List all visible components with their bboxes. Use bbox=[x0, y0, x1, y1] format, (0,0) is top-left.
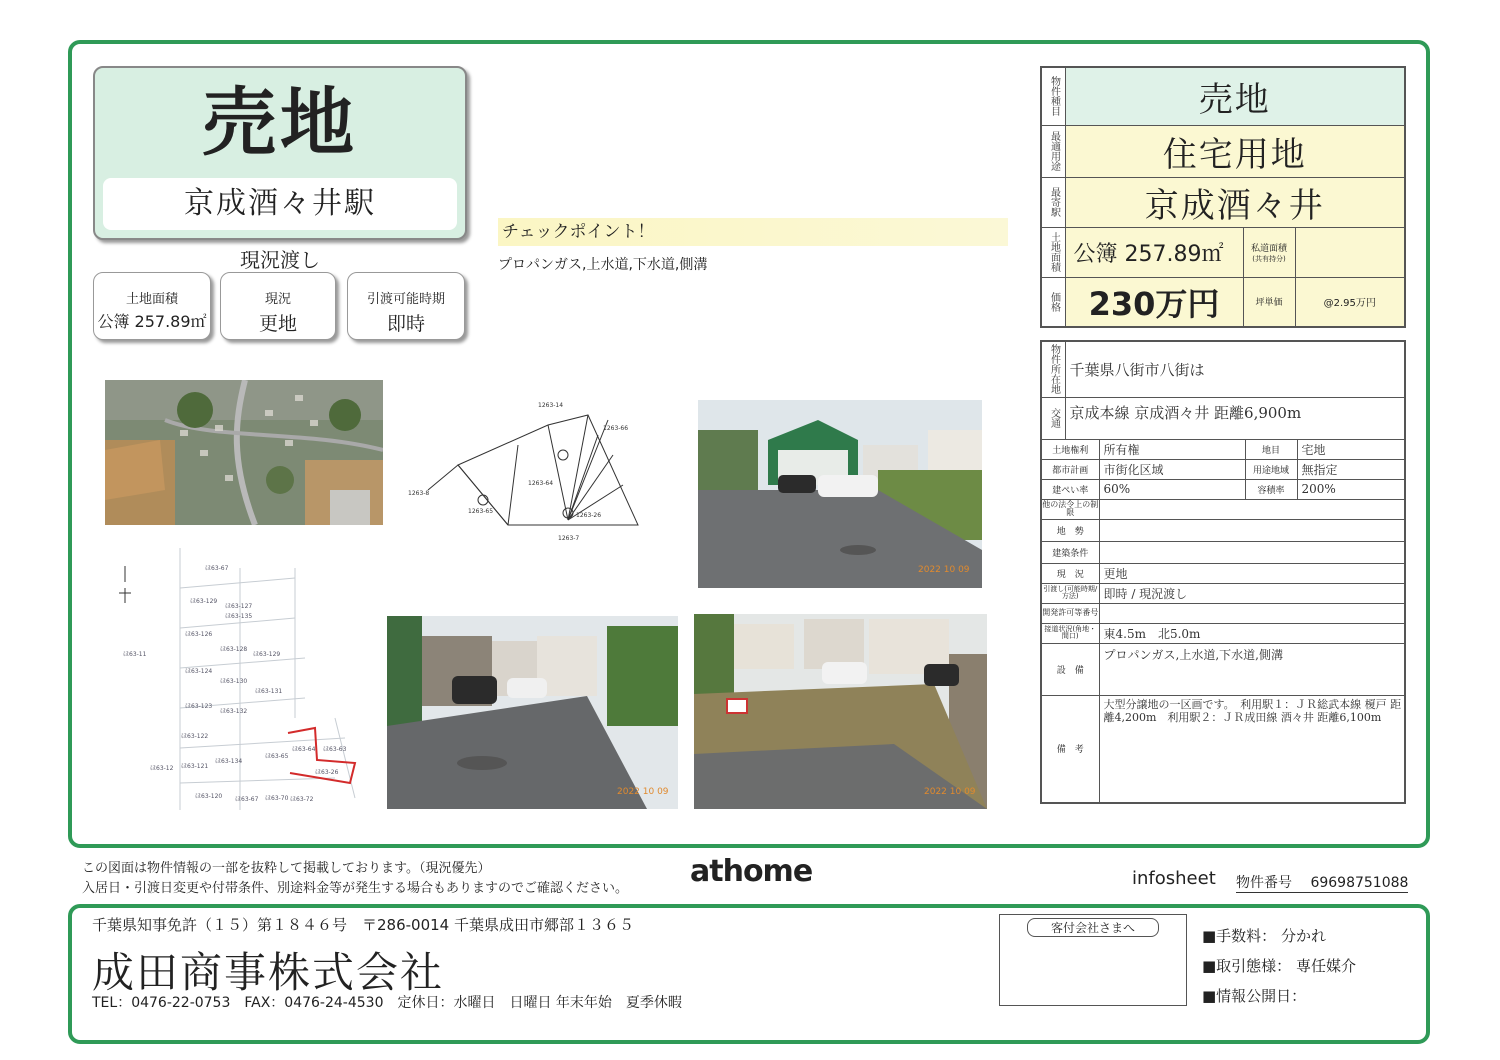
station-banner bbox=[103, 178, 457, 230]
station-value: 京成酒々井 bbox=[1065, 177, 1405, 227]
handover-time-label: 引渡可能時期 bbox=[366, 292, 445, 307]
lot-label: ほ63-122 bbox=[181, 733, 209, 740]
aerial-photo bbox=[105, 380, 383, 525]
footer-note-2: 入居日・引渡日変更や付帯条件、別途料金等が発生する場合もありますのでご確認ください。 bbox=[82, 881, 629, 896]
agent-box-title: 客付会社さまへ bbox=[1027, 918, 1159, 937]
type-label: 物件種目 bbox=[1041, 67, 1065, 125]
location-label: 物件所在地 bbox=[1041, 341, 1065, 397]
private-road-title: 私道面積 bbox=[1250, 243, 1287, 254]
build-cond-value bbox=[1099, 541, 1405, 563]
city-plan-value: 市街化区域 bbox=[1099, 459, 1245, 479]
facility-value: プロパンガス,上水道,下水道,側溝 bbox=[1099, 643, 1405, 695]
lot-photo-3 bbox=[694, 614, 987, 809]
lot-label: ほ63-129 bbox=[190, 598, 218, 605]
other-law-label: 他の法令上の制限 bbox=[1042, 500, 1099, 517]
type-value: 売地 bbox=[1065, 67, 1405, 125]
status-label: 現況 bbox=[264, 292, 291, 307]
private-road-label bbox=[1243, 227, 1295, 277]
survey-label: 1263-64 bbox=[528, 480, 554, 487]
private-road-value bbox=[1295, 227, 1405, 277]
bcr-value: 60% bbox=[1099, 479, 1245, 499]
handover-row-label: 引渡し(可能時期/方法) bbox=[1041, 583, 1099, 603]
price-value: 230万円 bbox=[1065, 277, 1243, 327]
facility-label: 設 備 bbox=[1041, 643, 1099, 695]
remarks-value: 大型分譲地の一区画です。 利用駅１：ＪＲ総武本線 榎戸 距離4,200m 利用駅２：ＪＲ成田線 酒々井 距離6,100m bbox=[1099, 695, 1405, 803]
transport-value: 京成本線 京成酒々井 距離6,900m bbox=[1065, 397, 1405, 439]
company-name: 成田商事株式会社 bbox=[92, 948, 445, 997]
transport-label: 交通 bbox=[1041, 397, 1065, 439]
status-box bbox=[220, 272, 336, 340]
company-contact: TEL：0476-22-0753 FAX：0476-24-4530 定休日：水曜日 日曜日 年末年始 夏季休暇 bbox=[92, 995, 682, 1011]
footer-note-1: この図面は物件情報の一部を抜粋して掲載しております。（現況優先） bbox=[82, 861, 491, 876]
lot-label: ほ63-64 bbox=[292, 746, 316, 753]
lot-label: ほ63-67 bbox=[235, 796, 259, 803]
survey-label: 1263-7 bbox=[558, 535, 580, 542]
lot-label: ほ63-12 bbox=[150, 765, 174, 772]
station-name: 京成酒々井駅 bbox=[184, 186, 376, 221]
land-right-value: 所有権 bbox=[1099, 439, 1245, 459]
bcr-label: 建ぺい率 bbox=[1041, 479, 1099, 499]
status-row-value: 更地 bbox=[1099, 563, 1405, 583]
fee-term: ■手数料： 分かれ bbox=[1202, 927, 1326, 945]
transaction-term: ■取引態様： 専任媒介 bbox=[1202, 957, 1356, 975]
photo-date-2: 2022 10 09 bbox=[617, 787, 669, 797]
land-right-label: 土地権利 bbox=[1041, 439, 1099, 459]
road-value: 東4.5m 北5.0m bbox=[1099, 623, 1405, 643]
chimoku-label: 地目 bbox=[1245, 439, 1297, 459]
zoning-label: 用途地域 bbox=[1245, 459, 1297, 479]
lot-label: ほ63-67 bbox=[205, 565, 229, 572]
tsubo-label: 坪単価 bbox=[1243, 277, 1295, 327]
detail-table bbox=[1040, 340, 1406, 804]
status-row-label: 現 況 bbox=[1041, 563, 1099, 583]
lot-label: ほ63-135 bbox=[225, 613, 253, 620]
cadastral-map bbox=[105, 548, 377, 810]
street-photo-2 bbox=[387, 616, 678, 809]
property-number bbox=[1236, 872, 1408, 893]
area-label: 土地面積 bbox=[1041, 227, 1065, 277]
terrain-value bbox=[1099, 519, 1405, 541]
lot-label: ほ63-26 bbox=[315, 769, 339, 776]
lot-label: ほ63-127 bbox=[225, 603, 253, 610]
lot-label: ほ63-128 bbox=[220, 646, 248, 653]
land-area-box bbox=[93, 272, 211, 340]
street-photo-1 bbox=[698, 400, 982, 588]
title-badge bbox=[93, 66, 467, 240]
lot-label: ほ63-130 bbox=[220, 678, 248, 685]
far-value: 200% bbox=[1297, 479, 1405, 499]
agent-box bbox=[999, 914, 1187, 1006]
land-area-value: 公簿 257.89㎡ bbox=[97, 312, 207, 331]
area-value: 公簿 257.89㎡ bbox=[1065, 227, 1243, 277]
checkpoint-text: プロパンガス,上水道,下水道,側溝 bbox=[498, 257, 708, 273]
lot-label: ほ63-11 bbox=[123, 651, 147, 658]
handover-row-value: 即時 / 現況渡し bbox=[1099, 583, 1405, 603]
handover-note: 現況渡し bbox=[240, 248, 320, 272]
survey-label: 1263-65 bbox=[468, 508, 494, 515]
property-number-label: 物件番号 bbox=[1236, 875, 1292, 891]
lot-label: ほ63-70 bbox=[265, 795, 289, 802]
lot-label: ほ63-120 bbox=[195, 793, 223, 800]
private-road-sub: (共有持分) bbox=[1252, 254, 1286, 263]
far-label: 容積率 bbox=[1245, 479, 1297, 499]
build-cond-label: 建築条件 bbox=[1041, 541, 1099, 563]
survey-label: 1263-26 bbox=[576, 512, 602, 519]
location-value: 千葉県八街市八街は bbox=[1065, 341, 1405, 397]
survey-label: 1263-14 bbox=[538, 402, 564, 409]
checkpoint-title: チェックポイント！ bbox=[498, 218, 1008, 246]
property-number-value: 69698751088 bbox=[1310, 875, 1409, 891]
use-label: 最適用途 bbox=[1041, 125, 1065, 177]
license-address: 千葉県知事免許（１５）第１８４６号 〒286-0014 千葉県成田市郷部１３６５ bbox=[92, 916, 634, 934]
road-label: 接道状況(角地・間口) bbox=[1041, 623, 1099, 643]
city-plan-label: 都市計画 bbox=[1041, 459, 1099, 479]
infosheet-label: infosheet bbox=[1132, 868, 1216, 889]
lot-label: ほ63-131 bbox=[255, 688, 283, 695]
lot-label: ほ63-121 bbox=[181, 763, 209, 770]
permit-value bbox=[1099, 603, 1405, 623]
chimoku-value: 宅地 bbox=[1297, 439, 1405, 459]
use-value: 住宅用地 bbox=[1065, 125, 1405, 177]
photo-date-3: 2022 10 09 bbox=[924, 787, 976, 797]
land-area-label: 土地面積 bbox=[125, 292, 178, 307]
photo-date-1: 2022 10 09 bbox=[918, 565, 970, 575]
lot-label: ほ63-65 bbox=[265, 753, 289, 760]
badge-title: 売地 bbox=[202, 80, 358, 166]
survey-label: 1263-66 bbox=[603, 425, 629, 432]
handover-time-box bbox=[347, 272, 465, 340]
lot-label: ほ63-132 bbox=[220, 708, 248, 715]
station-label: 最寄駅 bbox=[1041, 177, 1065, 227]
lot-label: ほ63-134 bbox=[215, 758, 243, 765]
athome-logo: athome bbox=[690, 854, 813, 889]
price-label: 価格 bbox=[1041, 277, 1065, 327]
zoning-value: 無指定 bbox=[1297, 459, 1405, 479]
lot-label: ほ63-72 bbox=[290, 796, 314, 803]
lot-label: ほ63-123 bbox=[185, 703, 213, 710]
survey-label: 1263-8 bbox=[408, 490, 430, 497]
terrain-label: 地 勢 bbox=[1041, 519, 1099, 541]
tsubo-value: @2.95万円 bbox=[1295, 277, 1405, 327]
other-law-value bbox=[1099, 499, 1405, 519]
survey-diagram bbox=[398, 395, 658, 550]
permit-label: 開発許可等番号 bbox=[1041, 603, 1099, 623]
status-value: 更地 bbox=[258, 313, 297, 335]
lot-label: ほ63-129 bbox=[253, 651, 281, 658]
handover-time-value: 即時 bbox=[386, 313, 425, 335]
remarks-label: 備 考 bbox=[1041, 695, 1099, 803]
summary-table bbox=[1040, 66, 1406, 328]
publish-date-term: ■情報公開日： bbox=[1202, 987, 1307, 1005]
lot-label: ほ63-124 bbox=[185, 668, 213, 675]
lot-label: ほ63-126 bbox=[185, 631, 213, 638]
lot-label: ほ63-63 bbox=[323, 746, 347, 753]
